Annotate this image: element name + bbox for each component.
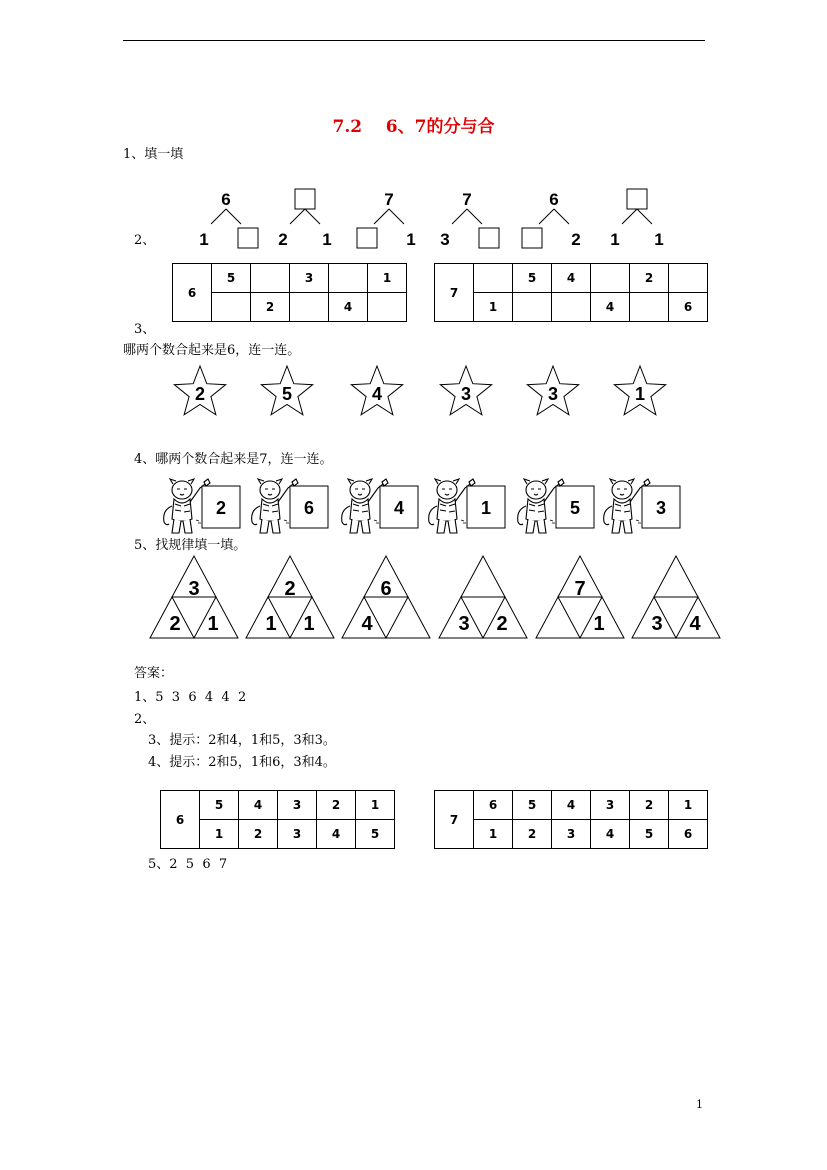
star[interactable] bbox=[440, 366, 491, 415]
table-cell[interactable] bbox=[212, 293, 251, 322]
number-bond-tree bbox=[265, 186, 345, 258]
answer-2: 2、 bbox=[134, 712, 156, 727]
table-cell: 4 bbox=[239, 791, 278, 820]
star[interactable] bbox=[351, 366, 402, 415]
table-cell[interactable] bbox=[251, 264, 290, 293]
table-cell[interactable] bbox=[591, 264, 630, 293]
tree-branch bbox=[637, 209, 652, 224]
table-cell: 1 bbox=[356, 791, 395, 820]
tree-branch bbox=[226, 209, 241, 224]
header-rule bbox=[123, 40, 705, 41]
triangle-top-number: 2 bbox=[284, 578, 296, 600]
table-cell: 3 bbox=[278, 820, 317, 849]
triangle-right-number: 1 bbox=[303, 613, 315, 635]
table-cell: 4 bbox=[591, 293, 630, 322]
table-cell[interactable] bbox=[329, 264, 368, 293]
table-cell: 1 bbox=[474, 820, 513, 849]
table-total: 7 bbox=[435, 791, 474, 849]
star-number: 1 bbox=[634, 384, 646, 404]
tree-branch bbox=[305, 209, 320, 224]
tree-top-number: 7 bbox=[462, 190, 472, 209]
split-table-6 bbox=[172, 263, 407, 322]
answer-table-6 bbox=[160, 790, 395, 849]
table-cell: 4 bbox=[552, 791, 591, 820]
tree-right-number: 2 bbox=[571, 230, 581, 249]
star-number: 3 bbox=[547, 384, 559, 404]
tree-left-number: 1 bbox=[199, 230, 209, 249]
blank-box[interactable] bbox=[238, 228, 258, 248]
triangle-right-number: 1 bbox=[593, 613, 605, 635]
tree-branch bbox=[622, 209, 637, 224]
card-number: 4 bbox=[393, 498, 405, 518]
table-cell[interactable] bbox=[552, 293, 591, 322]
card-number: 1 bbox=[480, 498, 492, 518]
tiger-card[interactable] bbox=[425, 476, 509, 542]
table-cell[interactable] bbox=[474, 264, 513, 293]
tree-right-number: 1 bbox=[322, 230, 332, 249]
number-bond-tree bbox=[597, 186, 677, 258]
tree-right-number: 1 bbox=[654, 230, 664, 249]
triangle-top-number: 7 bbox=[574, 578, 586, 600]
table-total: 6 bbox=[173, 264, 212, 322]
tree-branch bbox=[467, 209, 482, 224]
tree-top-number: 6 bbox=[221, 190, 231, 209]
blank-box[interactable] bbox=[357, 228, 377, 248]
table-cell[interactable] bbox=[513, 293, 552, 322]
tiger-card[interactable] bbox=[600, 476, 684, 542]
table-cell: 5 bbox=[513, 791, 552, 820]
table-cell: 5 bbox=[513, 264, 552, 293]
question-3-label: 3、 bbox=[134, 322, 156, 337]
tree-top-number: 6 bbox=[549, 190, 559, 209]
star[interactable] bbox=[614, 366, 665, 415]
tiger-card[interactable] bbox=[160, 476, 244, 542]
blank-box[interactable] bbox=[479, 228, 499, 248]
table-cell[interactable] bbox=[630, 293, 669, 322]
table-cell: 2 bbox=[513, 820, 552, 849]
card-number: 5 bbox=[569, 498, 581, 518]
question-1-label: 1、填一填 bbox=[123, 147, 184, 162]
card-number: 6 bbox=[303, 498, 315, 518]
table-cell: 6 bbox=[474, 791, 513, 820]
tiger-card[interactable] bbox=[514, 476, 598, 542]
answer-table-7 bbox=[434, 790, 708, 849]
tree-branch bbox=[374, 209, 389, 224]
blank-box[interactable] bbox=[522, 228, 542, 248]
table-cell: 3 bbox=[591, 791, 630, 820]
star-number: 3 bbox=[460, 384, 472, 404]
table-cell: 5 bbox=[356, 820, 395, 849]
tree-left-number: 2 bbox=[278, 230, 288, 249]
answer-1: 1、5 3 6 4 4 2 bbox=[134, 690, 247, 705]
triangle-left-number: 2 bbox=[169, 613, 181, 635]
star[interactable] bbox=[174, 366, 225, 415]
tree-branch bbox=[554, 209, 569, 224]
star-number: 2 bbox=[194, 384, 206, 404]
star[interactable] bbox=[527, 366, 578, 415]
table-cell: 3 bbox=[552, 820, 591, 849]
number-triangle bbox=[439, 556, 527, 638]
triangle-left-number: 3 bbox=[458, 613, 470, 635]
answer-5: 5、2 5 6 7 bbox=[148, 857, 228, 872]
question-5-label: 5、找规律填一填。 bbox=[134, 538, 247, 553]
table-cell[interactable] bbox=[290, 293, 329, 322]
triangle-right-number: 2 bbox=[496, 613, 508, 635]
star-number: 5 bbox=[281, 384, 293, 404]
table-cell[interactable] bbox=[669, 264, 708, 293]
table-cell: 2 bbox=[630, 791, 669, 820]
table-cell[interactable] bbox=[368, 293, 407, 322]
number-triangle bbox=[632, 556, 720, 638]
question-3-text: 哪两个数合起来是6，连一连。 bbox=[123, 343, 301, 358]
table-cell: 2 bbox=[251, 293, 290, 322]
star[interactable] bbox=[261, 366, 312, 415]
table-cell: 4 bbox=[591, 820, 630, 849]
answer-3: 3、提示：2和4，1和5，3和3。 bbox=[148, 733, 336, 748]
answers-heading: 答案： bbox=[134, 666, 174, 681]
table-cell: 2 bbox=[239, 820, 278, 849]
star-number: 4 bbox=[371, 384, 383, 404]
table-cell: 2 bbox=[317, 791, 356, 820]
triangle-right-number: 4 bbox=[689, 613, 701, 635]
table-total: 6 bbox=[161, 791, 200, 849]
table-cell: 6 bbox=[669, 293, 708, 322]
triangle-left-number: 1 bbox=[265, 613, 277, 635]
table-cell: 3 bbox=[278, 791, 317, 820]
triangle-left-number: 3 bbox=[651, 613, 663, 635]
table-cell: 5 bbox=[200, 791, 239, 820]
tree-left-number: 1 bbox=[610, 230, 620, 249]
table-cell: 2 bbox=[630, 264, 669, 293]
blank-box[interactable] bbox=[295, 189, 315, 209]
number-bond-tree bbox=[186, 186, 266, 258]
card-number: 3 bbox=[655, 498, 667, 518]
table-cell: 1 bbox=[669, 791, 708, 820]
stars-row bbox=[160, 360, 680, 422]
question-4-label: 4、哪两个数合起来是7，连一连。 bbox=[134, 452, 333, 467]
tree-right-number: 1 bbox=[406, 230, 416, 249]
tree-branch bbox=[389, 209, 404, 224]
tree-branch bbox=[539, 209, 554, 224]
tree-branch bbox=[452, 209, 467, 224]
tree-top-number: 7 bbox=[384, 190, 394, 209]
answer-4: 4、提示：2和5，1和6，3和4。 bbox=[148, 755, 336, 770]
number-triangle bbox=[246, 556, 334, 638]
table-cell: 5 bbox=[630, 820, 669, 849]
triangle-right-number: 1 bbox=[207, 613, 219, 635]
number-bond-tree bbox=[349, 186, 429, 258]
tree-left-number: 3 bbox=[440, 230, 450, 249]
table-cell: 4 bbox=[329, 293, 368, 322]
number-triangle bbox=[342, 556, 430, 638]
triangle-left-number: 4 bbox=[361, 613, 373, 635]
table-cell: 3 bbox=[290, 264, 329, 293]
card-number: 2 bbox=[215, 498, 227, 518]
tiger-card[interactable] bbox=[248, 476, 332, 542]
table-total: 7 bbox=[435, 264, 474, 322]
tree-branch bbox=[211, 209, 226, 224]
table-cell: 1 bbox=[200, 820, 239, 849]
table-cell: 1 bbox=[368, 264, 407, 293]
tiger-card[interactable] bbox=[338, 476, 422, 542]
question-2-label: 2、 bbox=[134, 233, 156, 248]
number-triangle bbox=[150, 556, 238, 638]
number-bond-tree bbox=[427, 186, 507, 258]
triangle-top-number: 3 bbox=[188, 578, 200, 600]
triangles-row bbox=[146, 554, 731, 642]
blank-box[interactable] bbox=[627, 189, 647, 209]
page-number: 1 bbox=[696, 1098, 703, 1111]
tree-branch bbox=[290, 209, 305, 224]
triangle-top-number: 6 bbox=[380, 578, 392, 600]
split-table-7 bbox=[434, 263, 708, 322]
page-title: 7.2 6、7的分与合 bbox=[332, 117, 495, 137]
table-cell: 5 bbox=[212, 264, 251, 293]
number-bond-tree bbox=[514, 186, 594, 258]
number-triangle bbox=[536, 556, 624, 638]
table-cell: 6 bbox=[669, 820, 708, 849]
table-cell: 4 bbox=[552, 264, 591, 293]
table-cell: 1 bbox=[474, 293, 513, 322]
table-cell: 4 bbox=[317, 820, 356, 849]
